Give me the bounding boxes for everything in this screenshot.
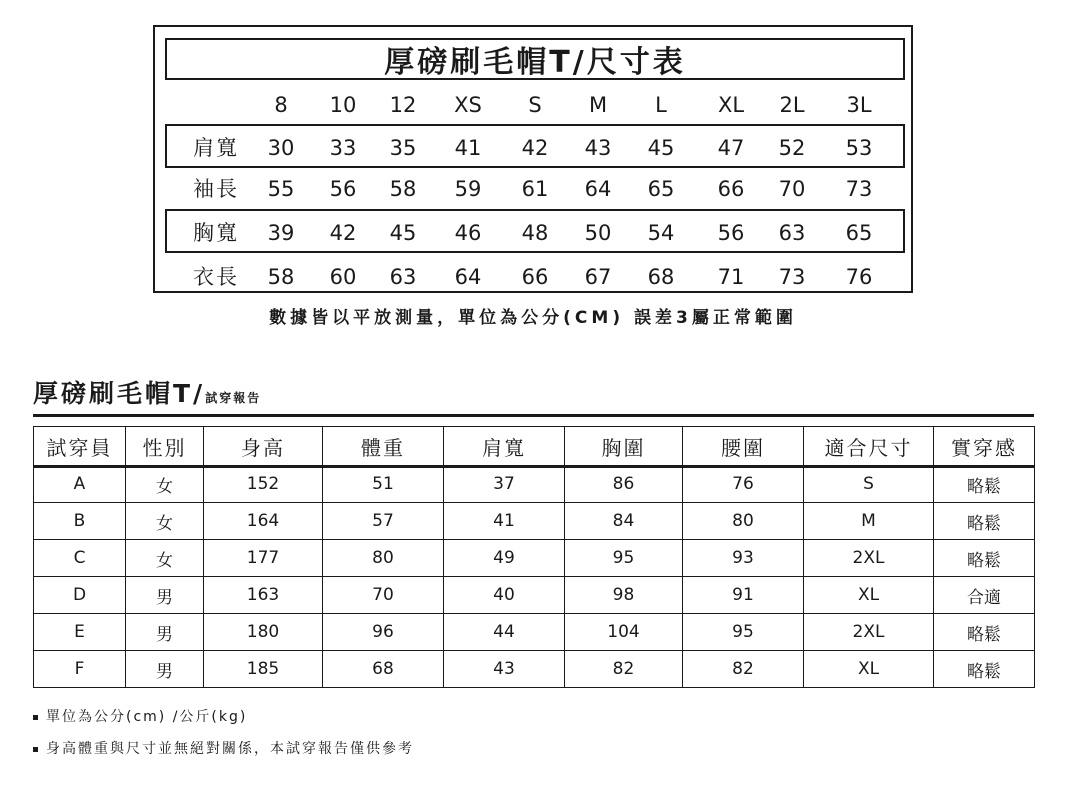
table-row	[34, 540, 1035, 577]
size-value-cell: 50	[584, 221, 612, 245]
size-value-cell: 64	[584, 177, 612, 201]
report-cell: 98	[565, 577, 683, 614]
size-value-cell: 59	[454, 177, 482, 201]
report-cell: 95	[683, 614, 804, 651]
report-cell: F	[34, 651, 126, 688]
size-chart-title: 厚磅刷毛帽T/尺寸表	[165, 38, 905, 80]
report-cell: 2XL	[804, 614, 934, 651]
size-value-cell: 48	[521, 221, 549, 245]
size-row-label: 衣長	[193, 265, 239, 289]
report-cell: 51	[323, 466, 444, 503]
report-cell: 37	[444, 466, 565, 503]
report-cell: 180	[204, 614, 323, 651]
size-value-cell: 42	[329, 221, 357, 245]
size-value-cell: 66	[717, 177, 745, 201]
report-cell: 女	[126, 503, 204, 540]
size-value-cell: 58	[267, 265, 295, 289]
bullet-icon	[33, 747, 38, 752]
report-title	[33, 374, 261, 410]
size-header-8: 8	[274, 93, 288, 117]
report-cell: E	[34, 614, 126, 651]
size-value-cell: 56	[717, 221, 745, 245]
size-header-2l: 2L	[779, 93, 805, 117]
size-header-3l: 3L	[846, 93, 872, 117]
report-header-cell: 體重	[323, 427, 444, 466]
note-units-text: 單位為公分(cm) /公斤(kg)	[46, 709, 248, 725]
size-value-cell: 60	[329, 265, 357, 289]
report-cell: B	[34, 503, 126, 540]
report-cell: 80	[683, 503, 804, 540]
size-value-cell: 71	[717, 265, 745, 289]
report-cell: A	[34, 466, 126, 503]
size-header-xs: XS	[454, 93, 482, 117]
size-header-xl: XL	[717, 93, 745, 117]
size-chart-note: 數據皆以平放測量，單位為公分(CM) 誤差3屬正常範圍	[269, 308, 797, 328]
report-header-cell: 適合尺寸	[804, 427, 934, 466]
size-value-cell: 41	[454, 136, 482, 160]
size-value-cell: 45	[647, 136, 675, 160]
note-units	[33, 706, 247, 726]
report-cell: 91	[683, 577, 804, 614]
report-cell: 2XL	[804, 540, 934, 577]
report-cell: M	[804, 503, 934, 540]
size-row-label: 胸寬	[193, 221, 239, 245]
report-header-cell: 腰圍	[683, 427, 804, 466]
report-cell: 70	[323, 577, 444, 614]
report-cell: 95	[565, 540, 683, 577]
size-header-s: S	[528, 93, 542, 117]
size-value-cell: 43	[584, 136, 612, 160]
size-value-cell: 54	[647, 221, 675, 245]
report-cell: 68	[323, 651, 444, 688]
size-value-cell: 33	[329, 136, 357, 160]
size-value-cell: 52	[778, 136, 806, 160]
report-header-cell: 身高	[204, 427, 323, 466]
size-value-cell: 47	[717, 136, 745, 160]
report-cell: XL	[804, 577, 934, 614]
size-value-cell: 65	[845, 221, 873, 245]
table-row	[34, 614, 1035, 651]
note-disclaimer	[33, 738, 414, 758]
report-cell: 164	[204, 503, 323, 540]
report-cell: 合適	[934, 577, 1035, 614]
report-cell: 76	[683, 466, 804, 503]
size-value-cell: 46	[454, 221, 482, 245]
report-header-cell: 實穿感	[934, 427, 1035, 466]
report-cell: 男	[126, 614, 204, 651]
report-cell: S	[804, 466, 934, 503]
size-value-cell: 76	[845, 265, 873, 289]
table-row	[34, 651, 1035, 688]
report-cell: 略鬆	[934, 540, 1035, 577]
report-cell: 49	[444, 540, 565, 577]
report-cell: 185	[204, 651, 323, 688]
size-value-cell: 73	[778, 265, 806, 289]
size-value-cell: 56	[329, 177, 357, 201]
size-value-cell: 73	[845, 177, 873, 201]
report-cell: 152	[204, 466, 323, 503]
report-cell: XL	[804, 651, 934, 688]
report-title-sub: 試穿報告	[205, 391, 262, 405]
report-cell: D	[34, 577, 126, 614]
report-cell: 女	[126, 466, 204, 503]
size-value-cell: 45	[389, 221, 417, 245]
size-value-cell: 39	[267, 221, 295, 245]
report-cell: 男	[126, 651, 204, 688]
fit-report-table	[33, 426, 1035, 688]
report-divider	[33, 414, 1034, 417]
table-row	[34, 577, 1035, 614]
report-cell: 177	[204, 540, 323, 577]
table-row	[34, 466, 1035, 503]
report-cell: 96	[323, 614, 444, 651]
report-cell: 男	[126, 577, 204, 614]
report-cell: 82	[683, 651, 804, 688]
report-cell: 女	[126, 540, 204, 577]
report-cell: 略鬆	[934, 466, 1035, 503]
size-header-m: M	[588, 93, 608, 117]
report-cell: 略鬆	[934, 651, 1035, 688]
bullet-icon	[33, 715, 38, 720]
size-header-l: L	[655, 93, 667, 117]
size-value-cell: 42	[521, 136, 549, 160]
size-value-cell: 55	[267, 177, 295, 201]
report-header-cell: 肩寬	[444, 427, 565, 466]
size-value-cell: 63	[389, 265, 417, 289]
size-value-cell: 66	[521, 265, 549, 289]
size-header-10: 10	[329, 93, 357, 117]
size-value-cell: 35	[389, 136, 417, 160]
report-cell: 43	[444, 651, 565, 688]
note-disclaimer-text: 身高體重與尺寸並無絕對關係，本試穿報告僅供參考	[46, 741, 414, 757]
report-cell: 44	[444, 614, 565, 651]
report-cell: 略鬆	[934, 503, 1035, 540]
size-value-cell: 63	[778, 221, 806, 245]
report-cell: 86	[565, 466, 683, 503]
size-value-cell: 70	[778, 177, 806, 201]
size-value-cell: 53	[845, 136, 873, 160]
report-title-main: 厚磅刷毛帽T/	[33, 379, 206, 408]
report-header-cell: 性別	[126, 427, 204, 466]
size-row-label: 袖長	[193, 177, 239, 201]
report-cell: C	[34, 540, 126, 577]
size-value-cell: 65	[647, 177, 675, 201]
report-header-cell: 試穿員	[34, 427, 126, 466]
report-cell: 41	[444, 503, 565, 540]
size-header-12: 12	[389, 93, 417, 117]
size-value-cell: 67	[584, 265, 612, 289]
size-value-cell: 64	[454, 265, 482, 289]
size-value-cell: 68	[647, 265, 675, 289]
report-cell: 80	[323, 540, 444, 577]
report-cell: 93	[683, 540, 804, 577]
table-row	[34, 503, 1035, 540]
report-cell: 57	[323, 503, 444, 540]
report-cell: 104	[565, 614, 683, 651]
size-value-cell: 58	[389, 177, 417, 201]
size-row-label: 肩寬	[193, 136, 239, 160]
report-cell: 40	[444, 577, 565, 614]
report-cell: 84	[565, 503, 683, 540]
report-header-row	[34, 427, 1035, 466]
report-cell: 略鬆	[934, 614, 1035, 651]
report-header-cell: 胸圍	[565, 427, 683, 466]
size-value-cell: 30	[267, 136, 295, 160]
report-cell: 82	[565, 651, 683, 688]
size-value-cell: 61	[521, 177, 549, 201]
report-cell: 163	[204, 577, 323, 614]
